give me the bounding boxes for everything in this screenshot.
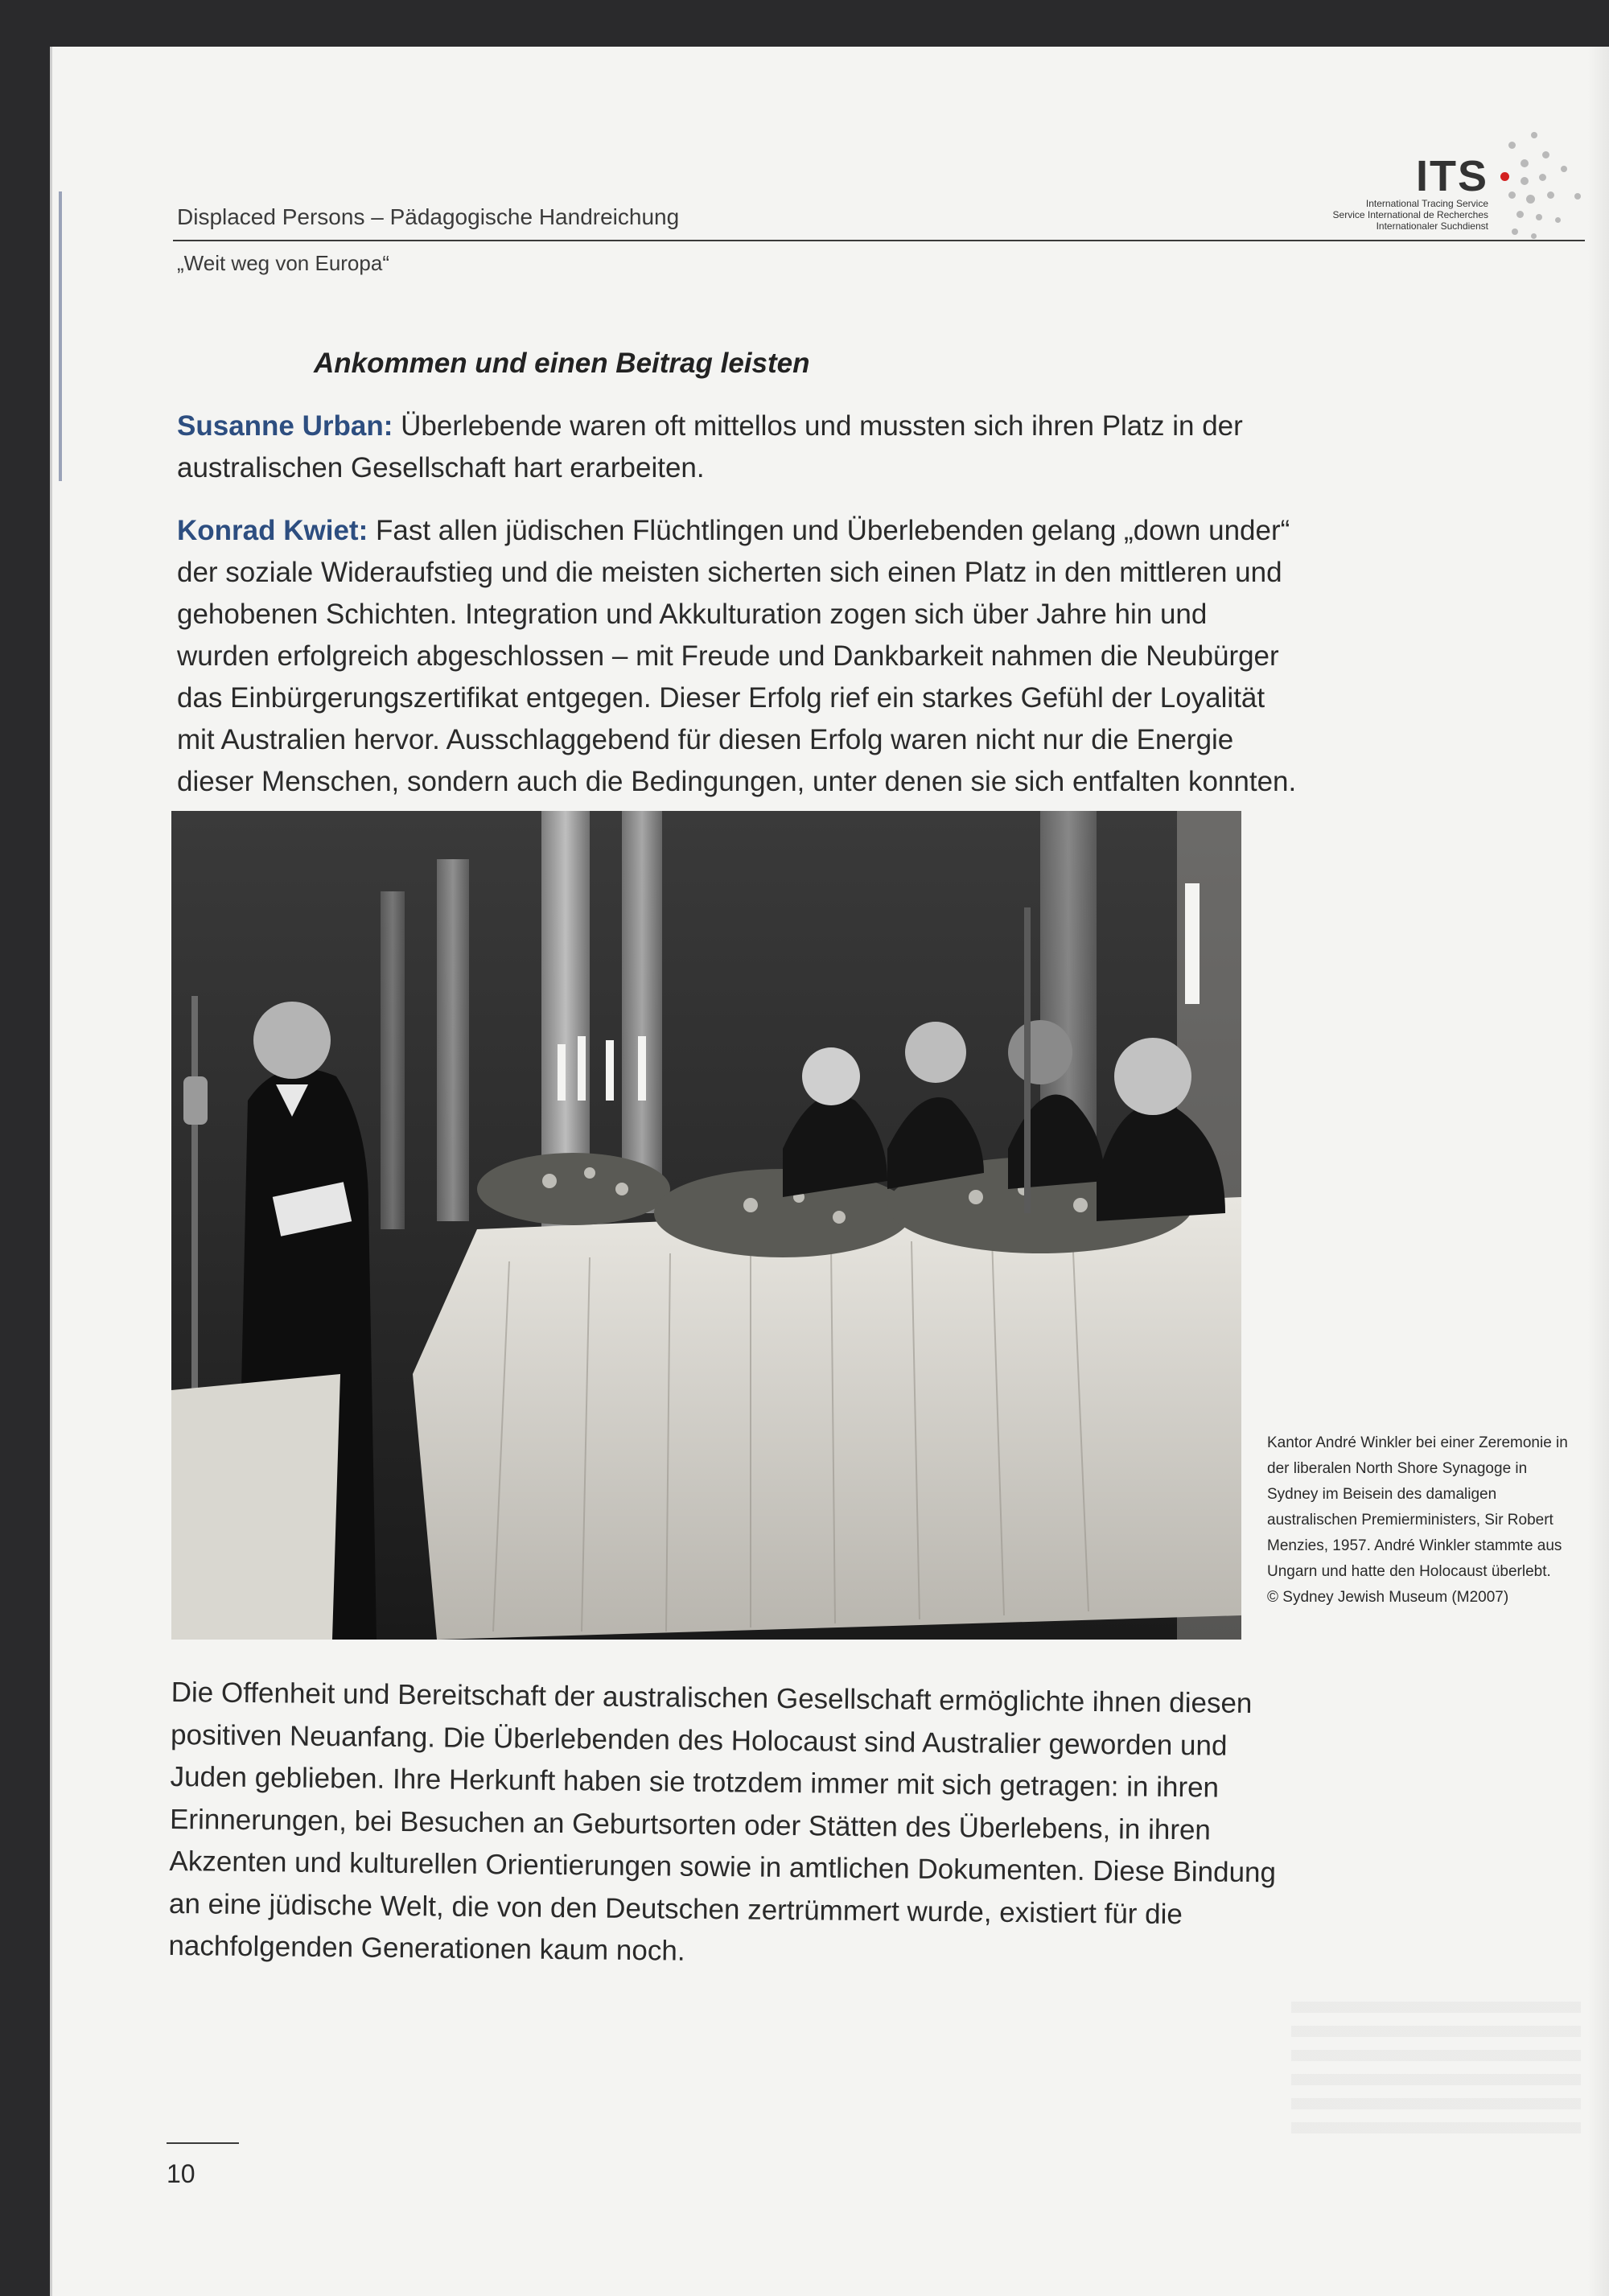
closing-paragraph: Die Offenheit und Bereitschaft der australischen Gesellschaft ermöglichte ihnen diesen positiven Neuanfang. Die Überlebenden des Holocaust sind Australier geworden und Juden geblieben. Ihre Herkunft haben sie trotzdem immer mit sich getragen: in ihren Erinnerungen, bei Besuchen an Geburtsorten oder Stätten des Überlebens, in ihren Akzenten und kulturellen Orientierungen sowie in amtlichen Dokumenten. Diese Bindung an eine jüdische Welt, die von den Deutschen zertrümmert wurde, existiert für die nachfolgenden Generationen kaum noch. bbox=[168, 1676, 1277, 1967]
logo-dot bbox=[1542, 151, 1549, 158]
header-subtitle: „Weit weg von Europa“ bbox=[177, 251, 389, 275]
speaker-label: Susanne Urban: bbox=[177, 410, 393, 442]
caption-text: Kantor André Winkler bei einer Zeremonie in der liberalen North Shore Synagoge in Sydney im Beisein des damaligen australischen Premierministers, Sir Robert Menzies, 1957. André Winkler stammte aus Ungarn und hatte den Holocaust überlebt. bbox=[1267, 1434, 1568, 1580]
section-title: Ankommen und einen Beitrag leisten bbox=[314, 348, 810, 379]
page bbox=[50, 47, 1609, 2296]
paragraph-text: Überlebende waren oft mittellos und mussten sich ihren Platz in der australischen Gesellschaft hart erarbeiten. bbox=[177, 410, 1243, 483]
logo-dot bbox=[1508, 191, 1516, 199]
logo-dot bbox=[1512, 228, 1518, 235]
its-logo bbox=[1243, 127, 1597, 248]
show-through-text bbox=[1291, 2002, 1581, 2146]
logo-dot bbox=[1531, 233, 1537, 239]
historical-photo bbox=[171, 811, 1241, 1640]
logo-dot bbox=[1531, 132, 1537, 138]
paragraph-kwiet bbox=[177, 510, 1299, 803]
logo-dot-red bbox=[1500, 172, 1509, 181]
logo-dot bbox=[1516, 211, 1524, 218]
logo-dot bbox=[1574, 193, 1581, 200]
logo-dot bbox=[1521, 177, 1529, 185]
logo-dot bbox=[1555, 217, 1561, 223]
logo-dot bbox=[1526, 195, 1535, 204]
paragraph-text: Fast allen jüdischen Flüchtlingen und Überlebenden gelang „down under“ der soziale Wideraufstieg und die meisten sicherten sich einen Platz in den mittleren und gehobenen Schichten. Integration und Akkulturation zogen sich über Jahre hin und wurden erfolgreich abgeschlossen – mit Freude und Dankbarkeit nahmen die Neubürger das Einbürgerungszertifikat entgegen. Dieser Erfolg rief ein starkes Gefühl der Loyalität mit Australien hervor. Ausschlaggebend für diesen Erfolg waren nicht nur die Energie dieser Menschen, sondern auch die Bedingungen, unter denen sie sich entfalten konnten. bbox=[177, 515, 1297, 797]
logo-dot bbox=[1521, 159, 1529, 167]
its-logo-title: ITS bbox=[1415, 152, 1488, 200]
paragraph-urban bbox=[177, 405, 1299, 489]
header-title: Displaced Persons – Pädagogische Handreichung bbox=[177, 204, 680, 229]
photo-illustration bbox=[171, 811, 1241, 1640]
speaker-label: Konrad Kwiet: bbox=[177, 515, 368, 546]
page-number: 10 bbox=[167, 2159, 195, 2188]
logo-dot bbox=[1547, 191, 1554, 199]
its-logo-line-1: International Tracing Service bbox=[1365, 198, 1488, 209]
logo-dot bbox=[1561, 166, 1567, 172]
footer-rule bbox=[167, 2142, 239, 2144]
logo-dot bbox=[1539, 174, 1546, 181]
its-logo-line-3: Internationaler Suchdienst bbox=[1376, 220, 1488, 232]
its-logo-line-2: Service International de Recherches bbox=[1332, 209, 1488, 220]
caption-credit: © Sydney Jewish Museum (M2007) bbox=[1267, 1589, 1509, 1606]
page-shadow bbox=[1587, 47, 1609, 2296]
logo-dot bbox=[1536, 214, 1542, 220]
binding-mark bbox=[59, 191, 62, 481]
photo-caption bbox=[1267, 1430, 1581, 1611]
logo-dot bbox=[1508, 142, 1516, 149]
